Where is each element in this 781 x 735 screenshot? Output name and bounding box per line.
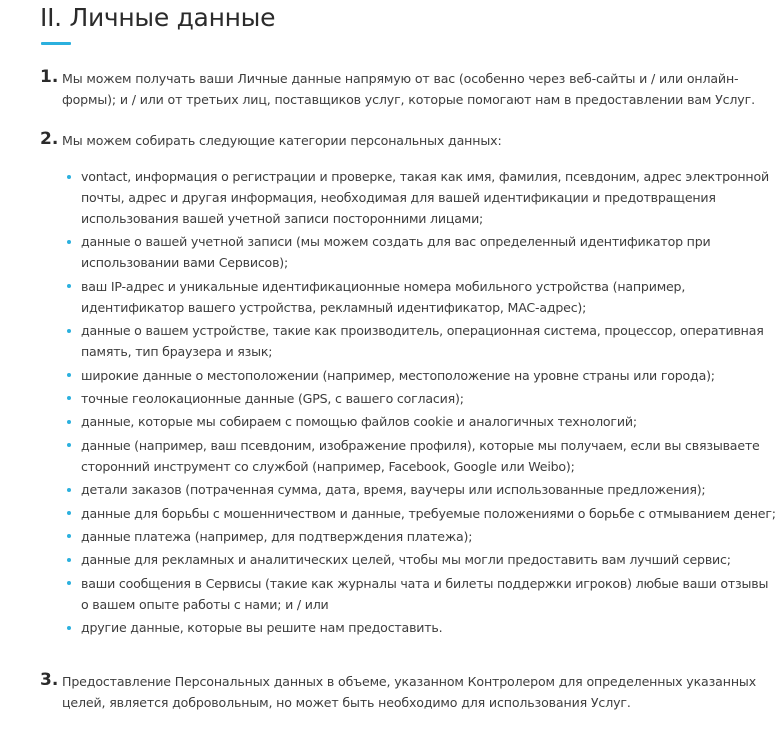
item-number: 3. (40, 670, 59, 690)
list-item (62, 617, 777, 638)
bullet-dot-icon (67, 443, 71, 447)
bullet-dot-icon (67, 420, 71, 424)
item-number: 1. (40, 67, 59, 87)
list-item (62, 166, 777, 229)
list-item (62, 231, 777, 273)
list-item-text: данные платежа (например, для подтверждения платежа); (81, 528, 473, 544)
bullet-dot-icon (67, 175, 71, 179)
list-item (62, 503, 777, 524)
list-item-text: точные геолокационные данные (GPS, с вашего согласия); (81, 390, 464, 406)
list-item-text: другие данные, которые вы решите нам предоставить. (81, 620, 443, 636)
list-item (62, 435, 777, 477)
list-item-text: широкие данные о местоположении (например, местоположение на уровне страны или города); (81, 367, 715, 383)
bullet-dot-icon (67, 373, 71, 377)
list-item (62, 573, 777, 615)
bullet-dot-icon (67, 534, 71, 538)
list-item (62, 526, 777, 547)
bullet-dot-icon (67, 581, 71, 585)
bullet-dot-icon (67, 626, 71, 630)
list-item (62, 479, 777, 500)
list-item (62, 411, 777, 432)
data-categories-list (62, 166, 777, 640)
list-item (62, 549, 777, 570)
list-item-text: данные о вашем устройстве, такие как производитель, операционная система, процессор, оперативная память, тип браузера и язык; (81, 323, 764, 360)
list-item (62, 276, 777, 318)
bullet-dot-icon (67, 396, 71, 400)
bullet-dot-icon (67, 329, 71, 333)
bullet-dot-icon (67, 511, 71, 515)
item-number: 2. (40, 129, 59, 149)
section-title: II. Личные данные (40, 3, 276, 32)
item-text: Мы можем собирать следующие категории персональных данных: (62, 133, 502, 148)
list-item (62, 388, 777, 409)
list-item-text: данные, которые мы собираем с помощью файлов cookie и аналогичных технологий; (81, 414, 637, 430)
list-item-text: данные для борьбы с мошенничеством и данные, требуемые положениями о борьбе с отмыванием денег; (81, 505, 776, 521)
item-text: Мы можем получать ваши Личные данные напрямую от вас (особенно через веб-сайты и / или онлайн-формы); и / или от третьих лиц, поставщиков услуг, которые помогают нам в предоставлении вам Услуг. (62, 71, 755, 107)
list-item-text: данные о вашей учетной записи (мы можем создать для вас определенный идентификатор при использовании вами Сервисов); (81, 234, 711, 271)
bullet-dot-icon (67, 488, 71, 492)
list-item-text: ваш IP-адрес и уникальные идентификационные номера мобильного устройства (например, идентификатор вашего устройства, рекламный идентификатор, MAC-адрес); (81, 278, 686, 315)
title-accent-bar (41, 42, 71, 45)
list-item-text: данные (например, ваш псевдоним, изображение профиля), которые мы получаем, если вы связываете сторонний инструмент со службой (например, Facebook, Google или Weibo); (81, 437, 760, 474)
list-item-text: vontact, информация о регистрации и проверке, такая как имя, фамилия, псевдоним, адрес электронной почты, адрес и другая информация, необходимая для вашей идентификации и предотвращения использования вашей учетной записи посторонними лицами; (81, 169, 769, 226)
list-item (62, 320, 777, 362)
bullet-dot-icon (67, 558, 71, 562)
list-item-text: детали заказов (потраченная сумма, дата, время, ваучеры или использованные предложения); (81, 482, 706, 498)
bullet-dot-icon (67, 284, 71, 288)
item-text: Предоставление Персональных данных в объеме, указанном Контролером для определенных указанных целей, является добровольным, но может быть необходимо для использования Услуг. (62, 674, 757, 710)
list-item (62, 365, 777, 386)
list-item-text: данные для рекламных и аналитических целей, чтобы мы могли предоставить вам лучший сервис; (81, 552, 731, 568)
bullet-dot-icon (67, 240, 71, 244)
list-item-text: ваши сообщения в Сервисы (такие как журналы чата и билеты поддержки игроков) любые ваши отзывы о вашем опыте работы с нами; и / или (81, 575, 769, 612)
